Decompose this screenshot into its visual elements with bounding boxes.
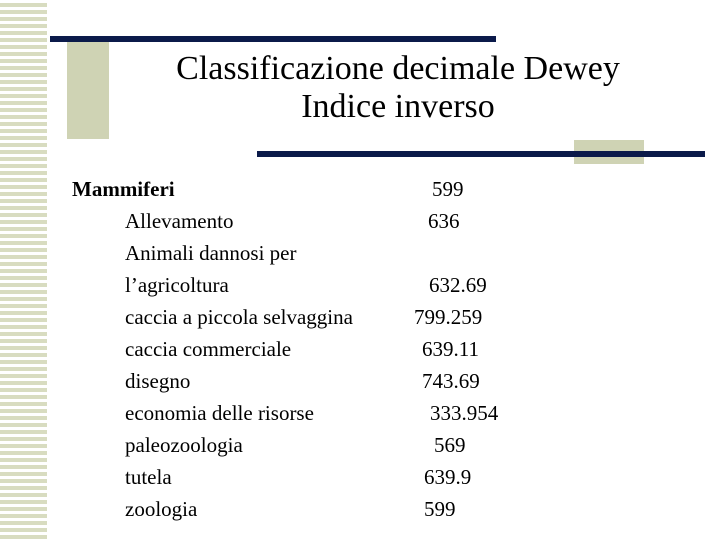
list-item [72,205,632,237]
dewey-number: 636 [428,209,460,233]
index-term: Allevamento [125,209,234,233]
dewey-number: 632.69 [429,273,487,297]
index-term: Animali dannosi per [125,241,297,265]
index-term: Mammiferi [72,177,175,201]
list-item [72,429,632,461]
list-item [72,365,632,397]
list-item [72,301,632,333]
dewey-number: 799.259 [414,305,483,329]
title-rule-top [50,36,496,42]
dewey-number: 333.954 [430,401,499,425]
dewey-number: 639.11 [422,337,479,361]
dewey-number: 599 [432,177,464,201]
index-term: zoologia [125,497,198,521]
index-term: economia delle risorse [125,401,314,425]
list-item [72,237,632,269]
index-list [72,173,632,525]
title-rule-bottom [257,151,705,157]
list-item [72,173,632,205]
dewey-number: 639.9 [424,465,472,489]
index-term: tutela [125,465,172,489]
index-term: caccia a piccola selvaggina [125,305,353,329]
list-item [72,397,632,429]
list-item [72,493,632,525]
index-term: caccia commerciale [125,337,292,361]
index-term: l’agricoltura [125,273,229,297]
decorative-stripes [0,0,50,540]
dewey-number: 599 [424,497,456,521]
dewey-number: 743.69 [422,369,480,393]
index-term: disegno [125,369,191,393]
title-line-2: Indice inverso [301,88,495,125]
list-item [72,461,632,493]
title-line-1: Classificazione decimale Dewey [176,50,620,87]
list-item [72,269,632,301]
dewey-number: 569 [434,433,466,457]
slide-title [118,50,678,126]
decorative-block-left [67,37,109,139]
list-item [72,333,632,365]
index-term: paleozoologia [125,433,243,457]
